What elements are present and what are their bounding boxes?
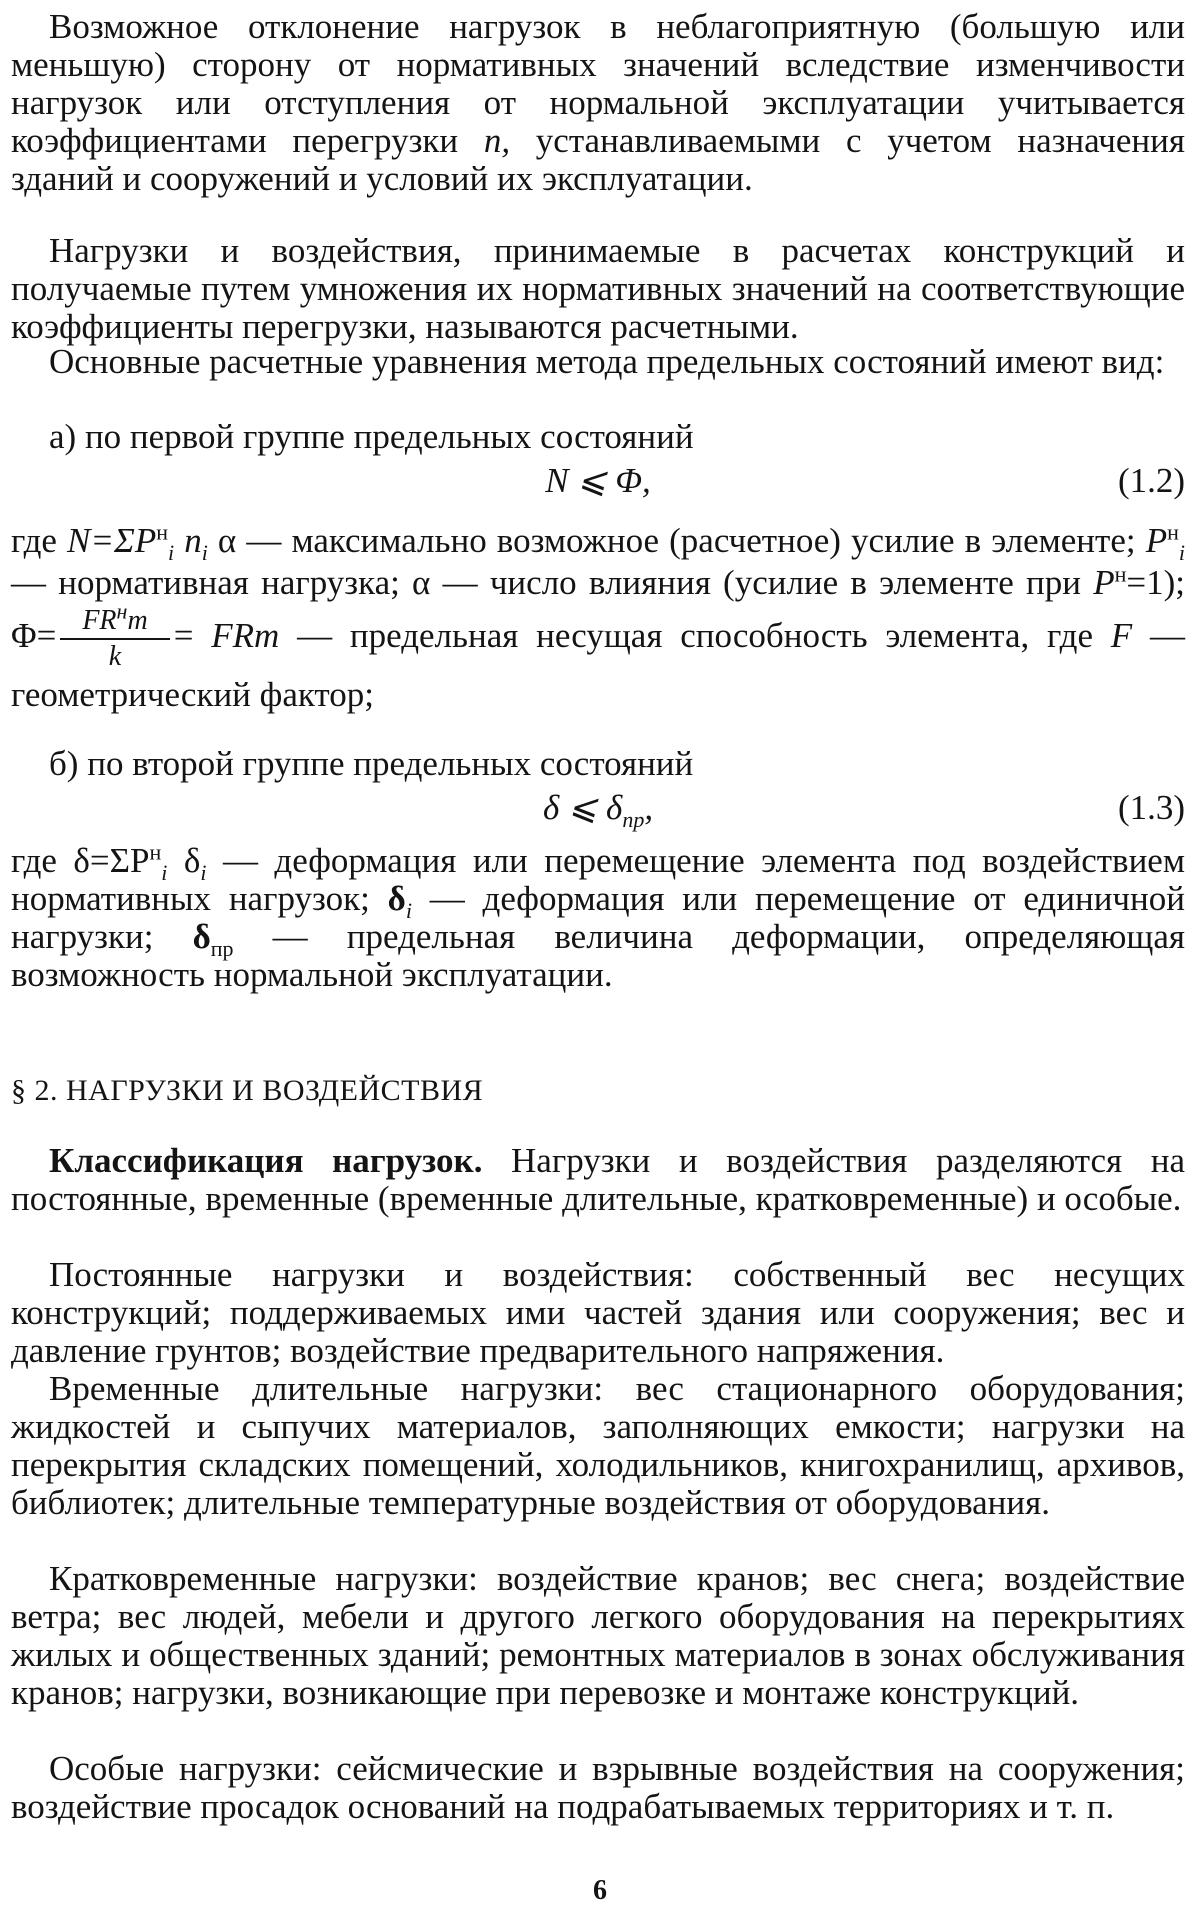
where2-b-sub: i — [200, 860, 207, 885]
where1-text-4: = — [173, 616, 212, 656]
where1-P-sub: i — [1178, 540, 1185, 565]
classification-text: Нагрузки и воздействия разделяются на постоянные, временные (временные длительные, кратковременные) и особые. — [11, 1141, 1185, 1218]
fraction-numerator — [60, 598, 169, 640]
formula-1-2-number: (1.2) — [1117, 461, 1185, 500]
where1-F: F — [1110, 616, 1133, 656]
section-heading: § 2. НАГРУЗКИ И ВОЗДЕЙСТВИЯ — [11, 1074, 484, 1107]
fraction-numerator-sup: н — [116, 598, 128, 624]
fraction-numerator-m: m — [127, 605, 148, 636]
where1-FRm: FRm — [211, 616, 280, 656]
fraction-FRm-over-k — [60, 598, 169, 674]
formula-1-2 — [11, 462, 1185, 502]
where1-n-sub: i — [201, 540, 208, 565]
where2-sup: н — [149, 839, 162, 865]
paragraph-where-1 — [11, 520, 1185, 716]
where1-sum-P: =ΣP — [90, 521, 157, 560]
paragraph-long-term-loads: Временные длительные нагрузки: вес стационарного оборудования; жидкостей и сыпучих материалов, заполняющих емкости; нагрузки на перекрытия складских помещений, холодильников, книгохранилищ, архивов, библиотек; длительные температурные воздействия от оборудования. — [11, 1369, 1185, 1522]
where1-N: N — [67, 521, 91, 560]
item-b-second-group: б) по второй группе предельных состояний — [49, 744, 694, 783]
where2-c: — деформация или перемещение элемента под воздействием нормативных нагрузок; — [11, 841, 1185, 918]
where1-sup: н — [156, 519, 168, 545]
page-number: 6 — [593, 1875, 607, 1906]
formula-1-3-main: δ ⩽ δ — [542, 788, 623, 827]
paragraph-overload-coefficients — [11, 8, 1185, 198]
where2-a: где δ=ΣP — [11, 841, 150, 880]
where2-g: — предельная величина деформации, определяющая возможность нормальной эксплуатации. — [11, 917, 1185, 994]
where1-P-sup: н — [1167, 519, 1179, 545]
where1-text-1: — максимально возможное (расчетное) усилие в элементе; — [236, 521, 1146, 560]
where2-d-sub: i — [405, 898, 412, 923]
where1-text-2: — нормативная нагрузка; α — число влияния (усилие в элементе при — [11, 563, 1094, 602]
formula-1-3-end: , — [644, 788, 654, 827]
fraction-denominator: k — [108, 641, 122, 672]
where1-sub: i — [167, 540, 175, 565]
formula-1-3-sub: пр — [622, 807, 645, 832]
where1-text-3: =1); Φ= — [11, 563, 1185, 656]
paragraph-design-loads: Нагрузки и воздействия, принимаемые в расчетах конструкций и получаемые путем умножения их нормативных значений на соответствующие коэффициенты перегрузки, называются расчетными. — [11, 231, 1185, 346]
paragraph-classification — [11, 1142, 1185, 1218]
where2-d: δ — [387, 879, 406, 918]
where2-b: δ — [167, 841, 201, 880]
item-a-first-group: а) по первой группе предельных состояний — [49, 417, 694, 456]
formula-1-2-expression: N ⩽ Φ, — [545, 461, 651, 500]
fraction-numerator-FR: FR — [82, 605, 117, 636]
where1-text-6: — геометрический фактор; — [11, 616, 1185, 714]
where1-gde: где — [11, 521, 68, 560]
where1-n: n — [174, 521, 202, 560]
where2-f-sub: пр — [210, 936, 234, 961]
paragraph-where-2 — [11, 839, 1185, 994]
paragraph-basic-equations: Основные расчетные уравнения метода предельных состояний имеют вид: — [49, 342, 1165, 381]
where1-text-5: — предельная несущая способность элемента, где — [279, 616, 1111, 656]
where2-sub: i — [161, 860, 168, 885]
paragraph-special-loads: Особые нагрузки: сейсмические и взрывные воздействия на сооружения; воздействие просадок оснований на подрабатываемых территориях и т. п. — [11, 1749, 1185, 1826]
where2-f: δ — [192, 917, 211, 956]
where1-P: P — [1145, 521, 1168, 560]
formula-1-3-expression — [11, 788, 1185, 832]
formula-1-3 — [11, 788, 1185, 832]
paragraph-permanent-loads: Постоянные нагрузки и воздействия: собственный вес несущих конструкций; поддерживаемых ими частей здания или сооружения; вес и давление грунтов; воздействие предварительного напряжения. — [11, 1255, 1185, 1370]
where2-e: — деформация или перемещение от единичной нагрузки; — [11, 879, 1185, 956]
where1-alpha: α — [207, 521, 237, 560]
para1-text-end: устанавливаемыми с учетом назначения зданий и сооружений и условий их эксплуатации. — [11, 121, 1185, 198]
para1-text: Возможное отклонение нагрузок в неблагоприятную (большую или меньшую) сторону от нормативных значений вследствие изменчивости нагрузок или отступления от нормальной эксплуатации учитывается коэффициентами перегрузки — [11, 7, 1185, 160]
where1-Pn: P — [1093, 563, 1115, 602]
paragraph-short-term-loads: Кратковременные нагрузки: воздействие кранов; вес снега; воздействие ветра; вес людей, мебели и другого легкого оборудования на перекрытиях жилых и общественных зданий; ремонтных материалов в зонах обслуживания кранов; нагрузки, возникающие при перевозке и монтаже конструкций. — [11, 1559, 1185, 1712]
formula-1-3-number: (1.3) — [1117, 788, 1185, 827]
classification-bold-lead: Классификация нагрузок. — [49, 1141, 483, 1180]
para1-variable-n: n, — [483, 121, 511, 160]
where1-Pn-sup: н — [1114, 561, 1127, 587]
